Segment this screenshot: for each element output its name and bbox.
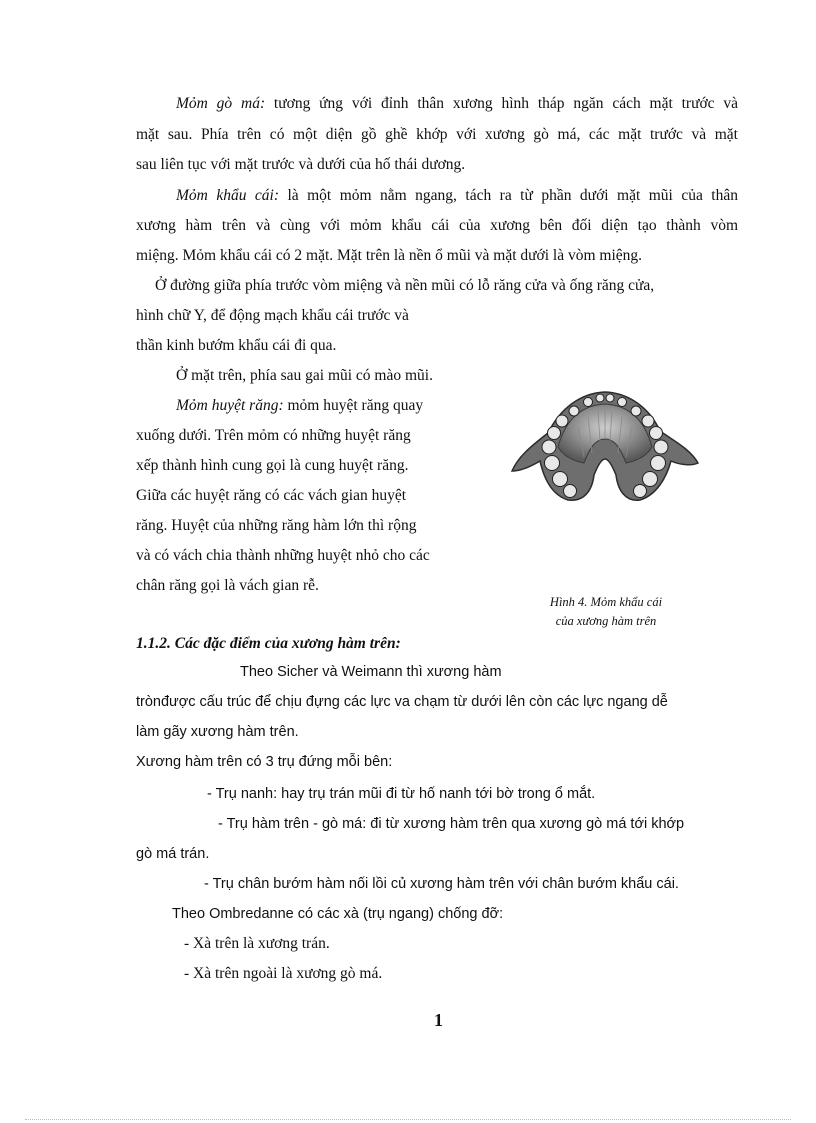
pillar-item-2-line-1: - Trụ hàm trên - gò má: đi từ xương hàm trên qua xương gò má tới khớp: [218, 816, 685, 832]
pillar-item-1: - Trụ nanh: hay trụ trán mũi đi từ hố nanh tới bờ trong ổ mắt.: [207, 786, 596, 802]
incisive-line-1: Ở đường giữa phía trước vòm miệng và nền mũi có lỗ răng cửa và ống răng cửa,: [155, 277, 655, 294]
figure-caption-line-2: của xương hàm trên: [555, 614, 657, 628]
sicher-line-3: làm gãy xương hàm trên.: [136, 724, 299, 740]
alveolar-line-6: và có vách chia thành những huyệt nhỏ cho các: [136, 547, 430, 564]
section-heading: 1.1.2. Các đặc điểm của xương hàm trên:: [136, 635, 401, 652]
zygomatic-line-3: sau liên tục với mặt trước và dưới của hố thái dương.: [136, 156, 466, 173]
ombredanne-intro: Theo Ombredanne có các xà (trụ ngang) chống đỡ:: [172, 906, 504, 922]
alveolar-line-3: xếp thành hình cung gọi là cung huyệt răng.: [136, 457, 409, 474]
alveolar-line-4: Giữa các huyệt răng có các vách gian huyệt: [136, 487, 407, 504]
zygomatic-line-2: mặt sau. Phía trên có một diện gồ ghề khớp với xương gò má, các mặt trước và mặt: [136, 126, 738, 143]
pillar-item-2-line-2: gò má trán.: [136, 846, 210, 862]
ombredanne-item-2: - Xà trên ngoài là xương gò má.: [184, 965, 383, 982]
figure-caption: [518, 593, 694, 631]
sicher-line-1: Theo Sicher và Weimann thì xương hàm: [240, 664, 502, 680]
incisive-line-3: thần kinh bướm khẩu cái đi qua.: [136, 337, 337, 354]
pillar-item-3: - Trụ chân bướm hàm nối lồi củ xương hàm trên với chân bướm khẩu cái.: [204, 876, 679, 892]
pillars-intro: Xương hàm trên có 3 trụ đứng mỗi bên:: [136, 754, 393, 770]
ombredanne-item-1: - Xà trên là xương trán.: [184, 935, 330, 952]
page-number: 1: [434, 1010, 443, 1030]
palatine-line-3: miệng. Mỏm khẩu cái có 2 mặt. Mặt trên là nền ổ mũi và mặt dưới là vòm miệng.: [136, 247, 643, 264]
alveolar-line-2: xuống dưới. Trên mỏm có những huyệt răng: [136, 427, 411, 444]
alveolar-line-5: răng. Huyệt của những răng hàm lớn thì rộng: [136, 517, 417, 534]
incisive-line-2: hình chữ Y, để động mạch khẩu cái trước và: [136, 307, 409, 324]
alveolar-line-7: chân răng gọi là vách gian rễ.: [136, 577, 319, 594]
zygomatic-term: Mỏm gò má:: [176, 95, 266, 112]
page-bottom-divider: [25, 1119, 791, 1120]
sicher-line-2: trònđược cấu trúc để chịu đựng các lực va chạm từ dưới lên còn các lực ngang dễ: [136, 694, 668, 710]
palate-figure: [508, 387, 703, 505]
alveolar-line-1: Mỏm huyệt răng: mỏm huyệt răng quay: [176, 397, 424, 414]
alveolar-term: Mỏm huyệt răng:: [176, 397, 284, 414]
palatine-line-1: Mỏm khẩu cái: là một mỏm nằm ngang, tách ra từ phần dưới mặt mũi của thân: [176, 187, 738, 204]
palatine-line-2: xương hàm trên và cùng với mỏm khẩu cái của xương bên đối diện tạo thành vòm: [136, 217, 738, 234]
upper-surface-line: Ở mặt trên, phía sau gai mũi có mào mũi.: [176, 367, 433, 384]
figure-caption-line-1: Hình 4. Mỏm khẩu cái: [549, 595, 663, 609]
zygomatic-line-1: Mỏm gò má: tương ứng với đỉnh thân xương hình tháp ngăn cách mặt trước và: [176, 95, 738, 112]
palatine-term: Mỏm khẩu cái:: [176, 187, 280, 204]
